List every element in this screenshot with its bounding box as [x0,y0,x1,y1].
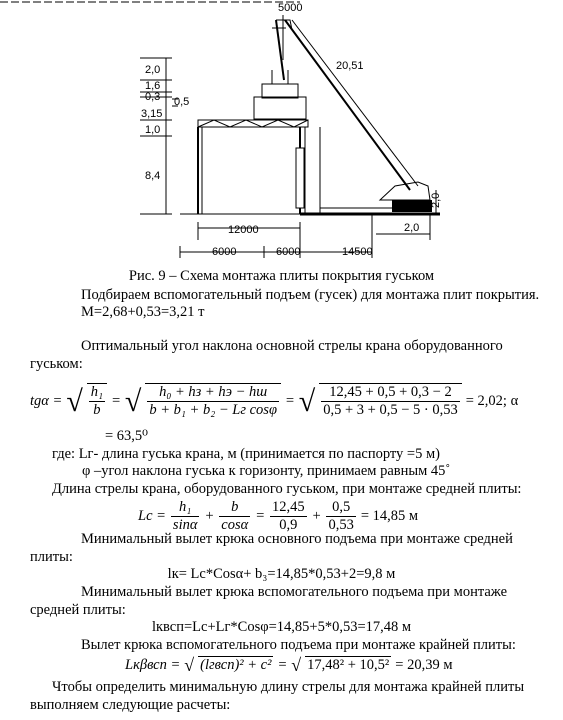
dim-h6: 1,0 [145,124,161,136]
equation-hook-reach: lк= Lc*Cosα+ b₃=14,85*0,53+2=9,8 м [167,566,396,582]
paragraph-6b: средней плиты: [30,602,126,618]
dim-left-offset: 6000 [212,246,237,258]
dim-span-width: 12000 [228,224,259,236]
paragraph-5b: плиты: [30,549,73,565]
eq1-frac1: $\frac{\text{h₁}}{b}$ [87,383,107,419]
equation-edge-reach: Lкβвсп = √ (lгвсп)² + c² = √ 17,48² + 10,5² = 20,39 м [125,654,453,675]
radical-icon: √ [66,384,83,418]
eq2-frac4: $\frac{0,5}{0,53}$ [328,498,354,533]
dim-top-load: 5000 [278,2,303,14]
where-line-2: φ –угол наклона гуська к горизонту, принимаем равным 45˚ [82,463,451,479]
dim-right-offset: 14500 [342,246,373,258]
where-line-1: где: Lг- длина гуська крана, м (принимается по паспорту =5 м) [52,446,440,462]
paragraph-8a: Чтобы определить минимальную длину стрелы для монтажа крайней плиты [52,679,525,695]
eq1-result: = 2,02; α [465,392,519,409]
radical-icon: √ [124,384,142,418]
dim-right-height: 2,0 [430,192,442,208]
dim-h2: 1,6 [145,80,161,92]
radical-icon: √ [184,654,195,675]
equation-boom-length: Lc = $\frac{\text{h₁}}{\sin\alpha}$ + $\frac{b}{\cos\alpha}$ = $\frac{12,45}{0,9}$ + $\frac{0,5}{0,53}$ = 14,85 м [138,498,419,533]
paragraph-3b: гуськом: [30,356,83,372]
equation-aux-hook-reach: lквсп=Lc+Lг*Cosφ=14,85+5*0,53=17,48 м [151,619,412,635]
eq1-lhs: tgα = [30,392,63,409]
paragraph-3a: Оптимальный угол наклона основной стрелы крана оборудованного [81,338,503,354]
figure-caption: Рис. 9 – Схема монтажа плиты покрытия гуськом [128,268,435,284]
paragraph-1: Подбираем вспомогательный подъем (гусек) для монтажа плит покрытия. [81,287,540,303]
eq2-frac2: $\frac{b}{\cos\alpha}$ [221,498,249,533]
radical-icon: √ [298,384,316,418]
eq2-frac1: $\frac{\text{h₁}}{\sin\alpha}$ [172,498,198,533]
crane-diagram [0,0,563,268]
equation-tan-alpha: tgα = √ $\frac{\text{h₁}}{b}$ = √ $\frac{\text{h₀ + hз + hэ − hш}}{\text{b + b₁ + b₂ − Lг cosφ}}$ = √ $\frac{12,45 + 0,5 + 0,3 - 2}{0,5 + 3 + 0,5 - 5 \cdot 0,53}$ = 2,02; α [30,384,519,418]
paragraph-2: М=2,68+0,53=3,21 т [81,304,205,320]
dim-h1: 2,0 [145,64,161,76]
paragraph-8b: выполняем следующие расчеты: [30,697,231,713]
dim-right-width: 2,0 [404,222,420,234]
dim-h4: 0,5 [174,96,190,108]
dim-h7: 8,4 [145,170,161,182]
paragraph-4: Длина стрелы крана, оборудованного гуськом, при монтаже средней плиты: [52,481,522,497]
paragraph-6a: Минимальный вылет крюка вспомогательного подъема при монтаже [81,584,508,600]
dim-boom-length: 20,51 [336,60,364,72]
eq2-frac3: $\frac{12,45}{0,9}$ [272,498,305,533]
paragraph-7: Вылет крюка вспомогательного подъема при монтаже крайней плиты: [81,637,516,653]
paragraph-5a: Минимальный вылет крюка основного подъема при монтаже средней [81,531,513,547]
radical-icon: √ [291,654,302,675]
eq1-result-angle: = 63,5⁰ [105,428,148,444]
eq1-frac3: $\frac{12,45 + 0,5 + 0,3 - 2}{0,5 + 3 + 0,5 - 5 \cdot 0,53}$ [319,383,462,419]
dim-h3: 0,3 [145,91,161,103]
dim-mid-offset: 6000 [276,246,301,258]
dim-h5: 3,15 [141,108,163,120]
eq1-frac2: $\frac{\text{h₀ + hз + hэ − hш}}{\text{b + b₁ + b₂ − Lг cosφ}}$ [145,383,281,419]
